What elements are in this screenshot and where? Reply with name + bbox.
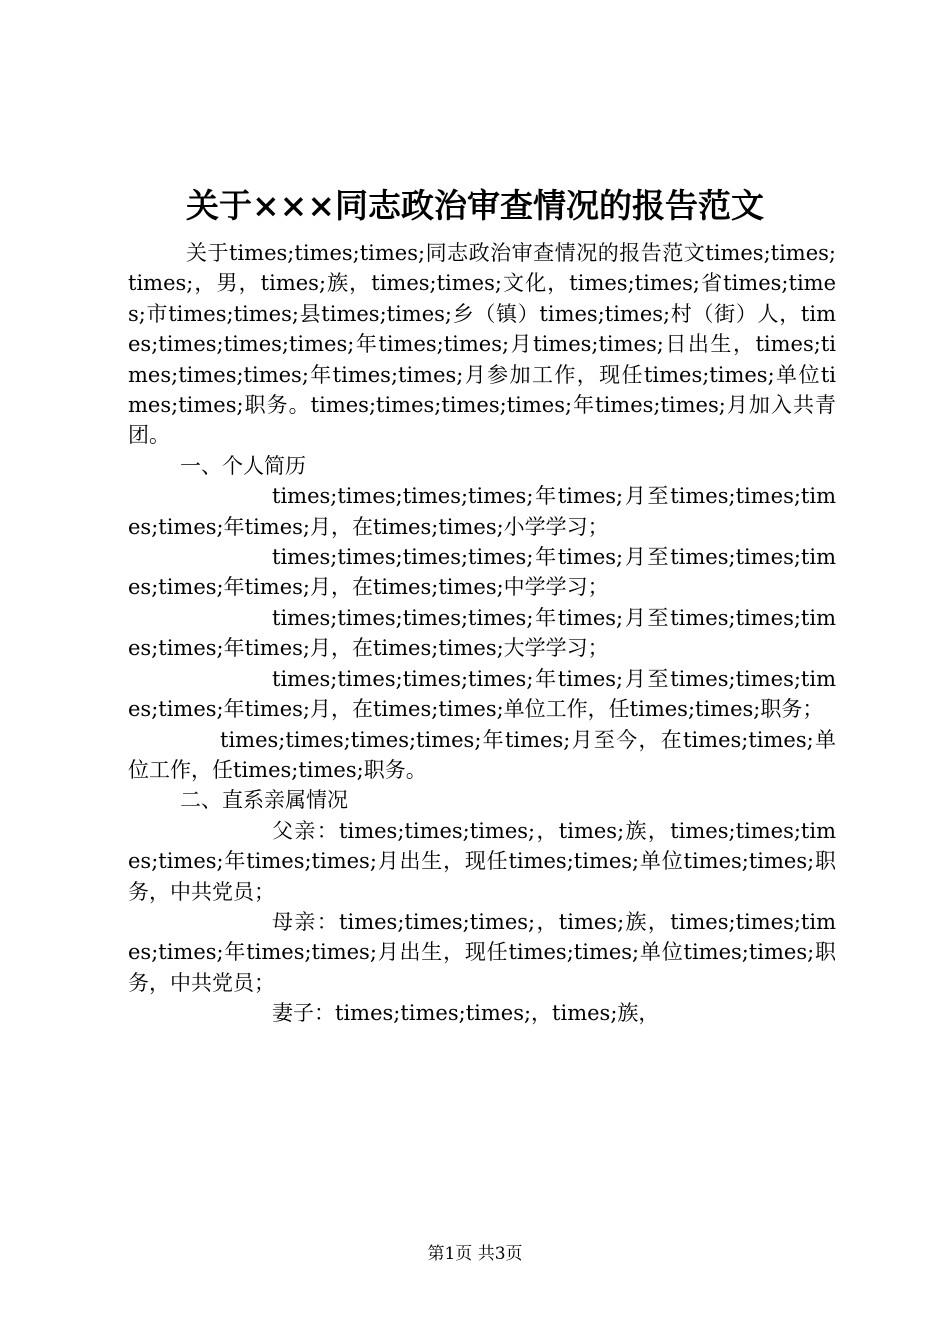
section-heading-relatives: 二、直系亲属情况 xyxy=(180,788,348,813)
document-title: 关于×××同志政治审查情况的报告范文 xyxy=(186,186,764,225)
resume-item-middle-school: times;times;times;times;年times;月至times;times;times;times;年times;月，在times;times;中学学习； xyxy=(128,545,836,600)
resume-item-primary-school: times;times;times;times;年times;月至times;times;times;times;年times;月，在times;times;小学学习； xyxy=(128,484,836,539)
section-heading-resume: 一、个人简历 xyxy=(180,453,306,478)
page-footer: 第1页 共3页 xyxy=(427,1244,523,1264)
relative-father: 父亲：times;times;times;，times;族，times;times;times;times;年times;times;月出生，现任times;times;单位times;times;职务，中共党员； xyxy=(128,818,836,904)
resume-item-work-current: times;times;times;times;年times;月至今，在times;times;单位工作，任times;times;职务。 xyxy=(128,727,836,782)
intro-paragraph: 关于times;times;times;同志政治审查情况的报告范文times;times;times;，男，times;族，times;times;文化，times;times;省times;times;市times;times;县times;times;乡（镇）times;times;村（街）人，times;times;times;times;年times;times;月times;times;日出生，times;times;times;times;年times;times;月参加工作，现任times;times;单位times;times;职务。times;times;times;times;年times;times;月加入共青团。 xyxy=(128,241,836,448)
relative-mother: 母亲：times;times;times;，times;族，times;times;times;times;年times;times;月出生，现任times;times;单位times;times;职务，中共党员； xyxy=(128,909,836,995)
document-body xyxy=(128,238,836,1029)
resume-item-university: times;times;times;times;年times;月至times;times;times;times;年times;月，在times;times;大学学习； xyxy=(128,605,836,661)
relative-wife: 妻子：times;times;times;，times;族， xyxy=(272,1001,660,1026)
resume-item-work-past: times;times;times;times;年times;月至times;times;times;times;年times;月，在times;times;单位工作，任times;times;职务； xyxy=(128,666,836,722)
